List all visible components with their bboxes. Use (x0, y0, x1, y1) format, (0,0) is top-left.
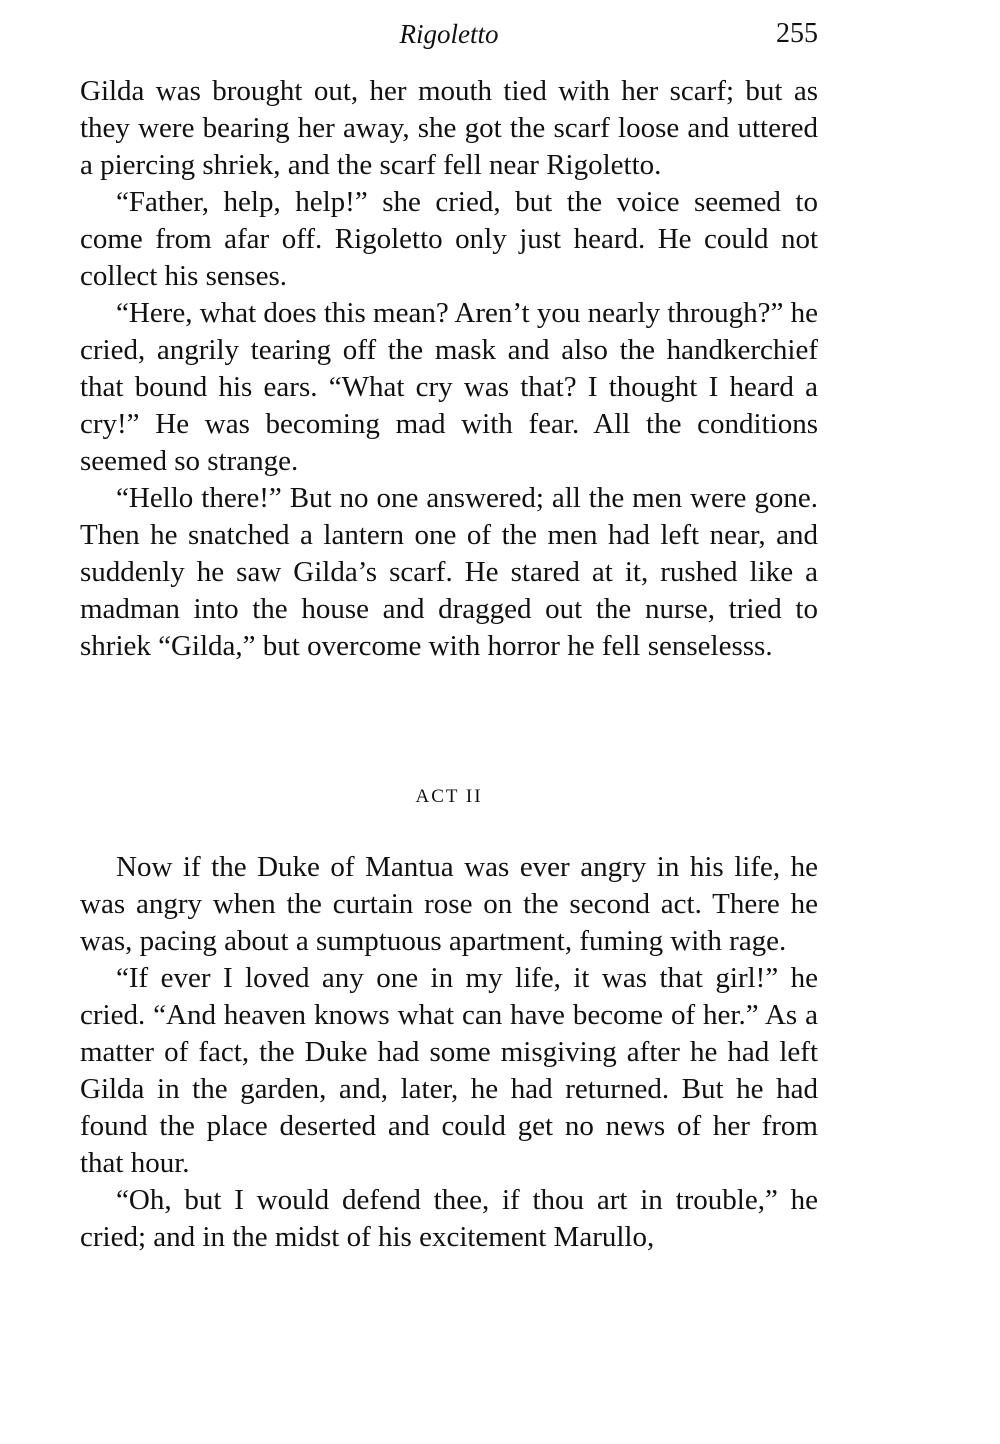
paragraph: “Hello there!” But no one answered; all the men were gone. Then he snatched a lantern one of the men had left near, and suddenly he saw Gilda’s scarf. He stared at it, rushed like a madman into the house and dragged out the nurse, tried to shriek “Gilda,” but overcome with horror he fell senselesss. (80, 482, 818, 662)
text-section-1 (80, 73, 818, 665)
paragraph: “Oh, but I would defend thee, if thou art in trouble,” he cried; and in the midst of his excitement Marullo, (80, 1184, 818, 1253)
paragraph: “If ever I loved any one in my life, it was that girl!” he cried. “And heaven knows what can have become of her.” As a matter of fact, the Duke had some misgiving after he had left Gilda in the garden, and, later, he had returned. But he had found the place deserted and could get no news of her from that hour. (80, 962, 818, 1179)
text-section-2 (80, 849, 818, 1256)
paragraph: Gilda was brought out, her mouth tied with her scarf; but as they were bearing her away, she got the scarf loose and uttered a piercing shriek, and the scarf fell near Rigoletto. (80, 75, 818, 181)
running-title: Rigoletto (399, 19, 499, 49)
paragraph: “Father, help, help!” she cried, but the voice seemed to come from afar off. Rigoletto only just heard. He could not collect his senses. (80, 186, 818, 292)
paragraph: “Here, what does this mean? Aren’t you nearly through?” he cried, angrily tearing off the mask and also the handkerchief that bound his ears. “What cry was that? I thought I heard a cry!” He was becoming mad with fear. All the conditions seemed so strange. (80, 297, 818, 477)
act-heading: ACT II (415, 786, 483, 807)
page-header (80, 14, 818, 54)
paragraph: Now if the Duke of Mantua was ever angry in his life, he was angry when the curtain rose on the second act. There he was, pacing about a sumptuous apartment, fuming with rage. (80, 851, 818, 957)
page-number: 255 (776, 18, 818, 49)
